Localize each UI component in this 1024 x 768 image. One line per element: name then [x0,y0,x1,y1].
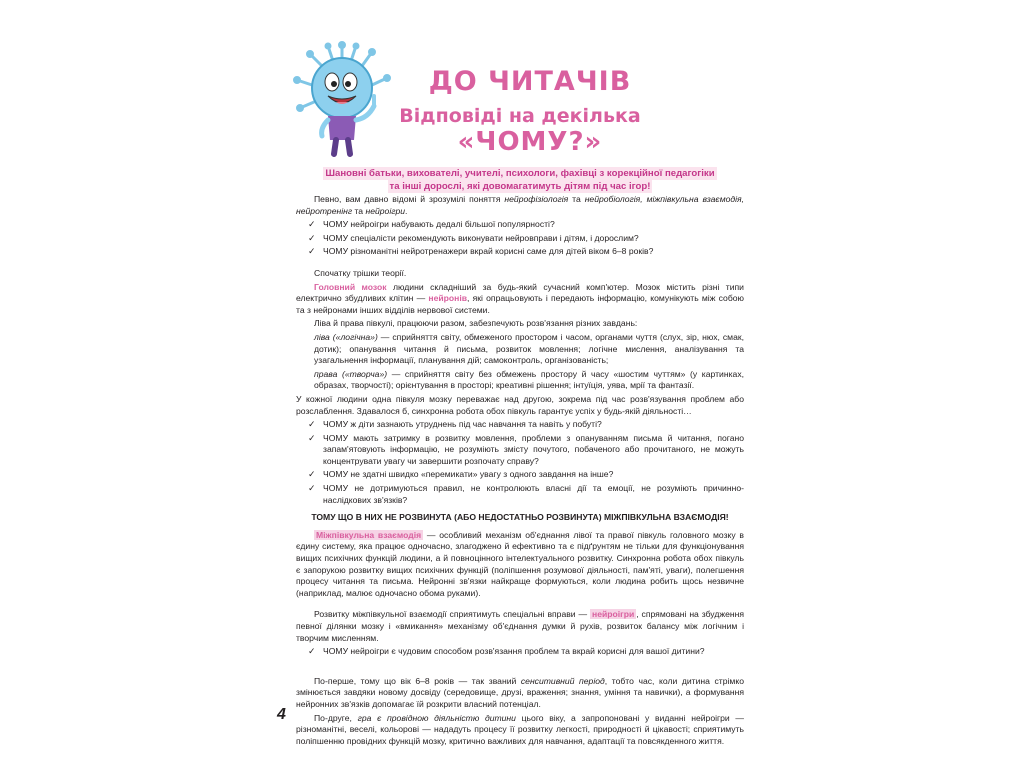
page-number: 4 [277,706,286,723]
paragraph-dominant: У кожної людини одна півкуля мозку переважає над другою, зокрема під час розв'язування проблем або розслаблення. Здавалося б, синхронна робота обох півкуль гарантує успіх у будь-якій діяльності… [296,393,744,416]
question-item: ✓ ЧОМУ мають затримку в розвитку мовлення, проблеми з опануванням письма й читання, погано запам'ятовують інформацію, не розуміють змісту почутого, побаченого або прочитаного, не можуть концентрувати увагу чи завершити розпочату справу? [308,432,744,466]
paragraph-second: По-друге, гра є провідною діяльністю дитини цього віку, а запропоновані у виданні нейроігри — різноманітні, веселі, кольорові — нададуть процесу її розвитку легкості, природності й цікавості; сприятимуть поліпшенню провідних функцій мозку, критично важливих для навчання, адаптації та повсякденного життя. [296,712,744,746]
paragraph-hemispheres-intro: Ліва й права півкулі, працюючи разом, забезпечують розв'язання різних завдань: [314,318,638,329]
intro-line-1: Шановні батьки, вихователі, учителі, психологи, фахівці з корекційної педагогіки [325,168,715,179]
checkmark-icon: ✓ [308,232,316,243]
paragraph-interaction: Міжпівкульна взаємодія — особливий механізм об'єднання лівої та правої півкуль головного мозку в єдину систему, яка працює одночасно, злагоджено й ефективно та є підґрунтям не тільки для функціонування вищих психічних функцій людини, а й повноцінного інтелектуального розвитку. Синхронна робота обох півкуль є запорукою розвитку вищих психічних функцій (поліпшення розумової діяльності, пам'яті, уваги), полегшення процесу читання та письма. Нейронні зв'язки найкраще формуються, коли людина робить щось незвичне (наприклад, малює одночасно обома руками). [296,529,744,598]
intro-address [300,167,740,193]
checkmark-icon: ✓ [308,246,316,257]
page-title: ДО ЧИТАЧІВ [428,66,632,97]
checkmark-icon: ✓ [308,469,316,480]
question-item: ✓ ЧОМУ різноманітні нейротренажери вкрай корисні саме для дітей віком 6–8 років? [308,246,654,257]
paragraph-concepts: Певно, вам давно відомі й зрозумілі поняття нейрофізіологія та нейробіологія, міжпівкульна взаємодія, нейротренінг та нейроігри. [296,194,745,216]
question-item: ✓ ЧОМУ ж діти зазнають утруднень під час навчання та навіть у побуті? [308,419,602,430]
neuron-mascot-illustration [292,40,392,160]
paragraph-first: По-перше, тому що вік 6–8 років — так званий сенситивний період, тобто час, коли дитина стрімко змінюється завдяки новому досвіду (середовище, друзі, враження; знання, уміння та навички), а формування нейронних зв'язків допомагає їй розкрити власний потенціал. [296,675,744,709]
body-text [296,194,744,749]
page-subtitle-chomu: «ЧОМУ?» [457,127,603,157]
paragraph-left-hemisphere: ліва («логічна») — сприйняття світу, обмеженого простором і часом, органами чуття (слух, зір, нюх, смак, дотик); опанування читання й письма, розвиток мовлення; логічне мислення, аналізування та узагальнення інформації, планування дій; самоконтроль, організованість; [314,331,745,366]
checkmark-icon: ✓ [308,646,316,657]
paragraph-exercises: Розвитку міжпівкульної взаємодії сприятимуть спеціальні вправи — нейроігри , спрямовані на збудження певної ділянки мозку і «вмикання» механізму об'єднання думки й рухів, розвиток балансу між логічним і творчим мисленням. [296,609,745,643]
intro-line-2: та інші дорослі, які довомагатимуть дітям під час ігор! [389,181,651,192]
checkmark-icon: ✓ [308,219,316,230]
question-item: ✓ ЧОМУ нейроігри є чудовим способом розв'язання проблем та вкрай корисні для вашої дитини? [308,646,705,657]
question-item: ✓ ЧОМУ не дотримуються правил, не контролюють власні дії та емоції, не розуміють причинно-наслідкових зв'язків? [308,483,744,505]
question-item: ✓ ЧОМУ спеціалісти рекомендують виконувати нейровправи і дітям, і дорослим? [308,232,639,243]
checkmark-icon: ✓ [308,432,316,443]
checkmark-icon: ✓ [308,483,316,494]
paragraph-right-hemisphere: права («творча») — сприйняття світу без обмежень простору й часу «шостим чуттям» (у картинках, образах, творчості); орієнтування в просторі; креативні рішення; інтуїція, уява, мрії та фантазії. [314,368,745,391]
question-item: ✓ ЧОМУ не здатні швидко «перемикати» увагу з одного завдання на інше? [308,469,614,480]
paragraph-theory: Спочатку трішки теорії. [314,267,407,278]
checkmark-icon: ✓ [308,419,316,430]
page-subtitle: Відповіді на декілька [399,105,641,127]
paragraph-brain: Головний мозок людини складніший за будь-який сучасний комп'ютер. Мозок містить різні типи електрично збудливих клітин — нейронів, які опрацьовують і передають інформацію, комунікують між собою та з нейронами інших відділів нервової системи. [296,281,744,315]
question-item: ✓ ЧОМУ нейроігри набувають дедалі більшої популярності? [308,219,555,230]
answer-heading: ТОМУ ЩО В НИХ НЕ РОЗВИНУТА (АБО НЕДОСТАТНЬО РОЗВИНУТА) МІЖПІВКУЛЬНА ВЗАЄМОДІЯ! [311,512,729,523]
